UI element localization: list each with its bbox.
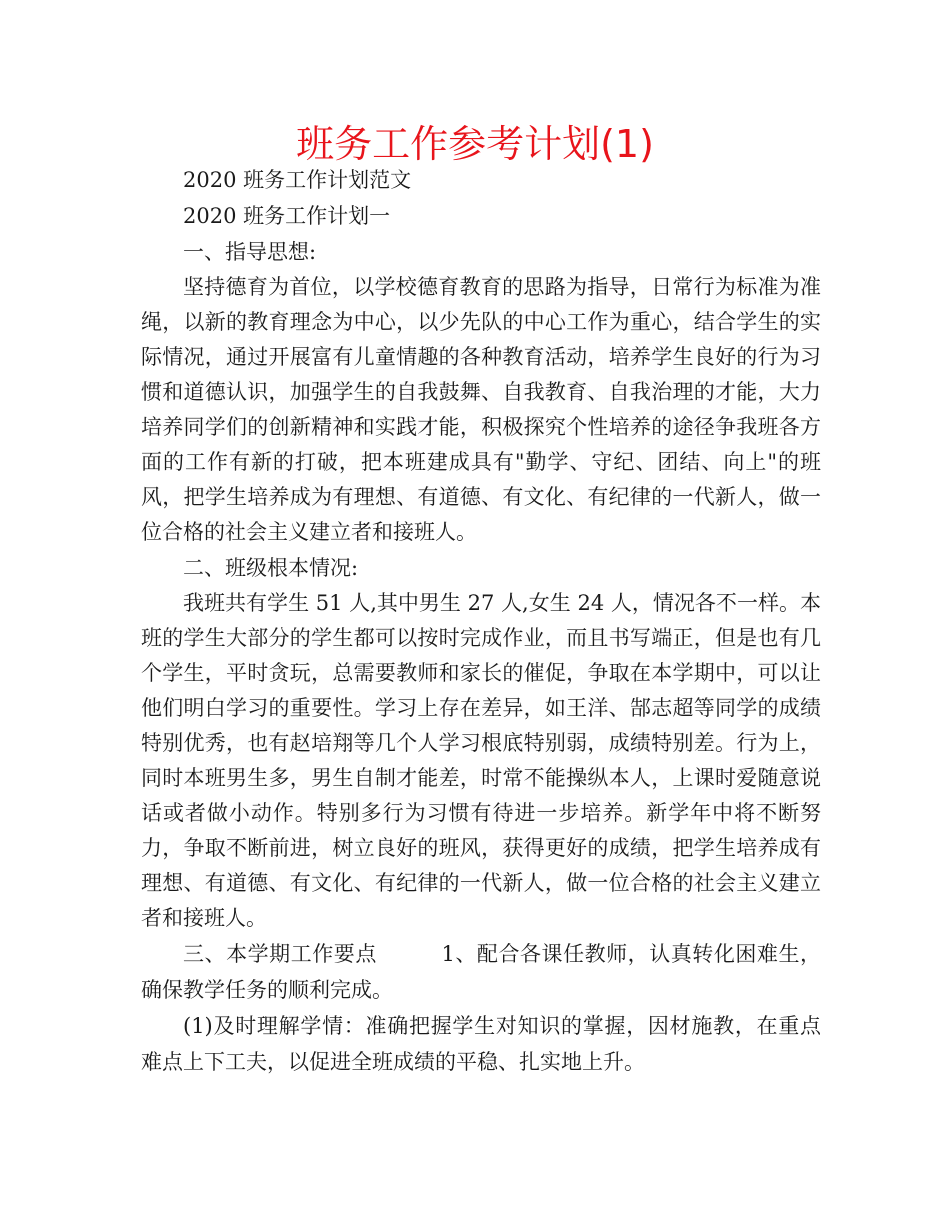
paragraph-class-situation: 我班共有学生 51 人,其中男生 27 人,女生 24 人，情况各不一样。本班的学生大部分的学生都可以按时完成作业，而且书写端正，但是也有几个学生，平时贪玩，总需要教师和家长的催促，争取在本学期中，可以让他们明白学习的重要性。学习上存在差异，如王洋、郜志超等同学的成绩特别优秀，也有赵培翔等几个人学习根底特别弱，成绩特别差。行为上，同时本班男生多，男生自制才能差，时常不能操纵本人，上课时爱随意说话或者做小动作。特别多行为习惯有待进一步培养。新学年中将不断努力，争取不断前进，树立良好的班风，获得更好的成绩，把学生培养成有理想、有道德、有文化、有纪律的一代新人，做一位合格的社会主义建立者和接班人。 <box>141 591 821 930</box>
paragraph-work-points: 三、本学期工作要点 1、配合各课任教师，认真转化困难生，确保教学任务的顺利完成。 <box>141 942 821 1002</box>
paragraph-subtitle-plan-one: 2020 班务工作计划一 <box>183 204 391 228</box>
document-body <box>141 162 821 1080</box>
paragraph-guiding-thought: 坚持德育为首位，以学校德育教育的思路为指导，日常行为标准为准绳，以新的教育理念为中心，以少先队的中心工作为重心，结合学生的实际情况，通过开展富有儿童情趣的各种教育活动，培养学生良好的行为习惯和道德认识，加强学生的自我鼓舞、自我教育、自我治理的才能，大力培养同学们的创新精神和实践才能，积极探究个性培养的途径争我班各方面的工作有新的打破，把本班建成具有"勤学、守纪、团结、向上"的班风，把学生培养成为有理想、有道德、有文化、有纪律的一代新人，做一位合格的社会主义建立者和接班人。 <box>141 275 821 544</box>
document-title: 班务工作参考计划(1) <box>296 122 654 166</box>
section-heading-guiding-thought: 一、指导思想: <box>183 240 317 264</box>
section-heading-class-situation: 二、班级根本情况: <box>183 556 359 580</box>
paragraph-learning-situation: (1)及时理解学情：准确把握学生对知识的掌握，因材施教，在重点难点上下工夫，以促进全班成绩的平稳、扎实地上升。 <box>141 1014 821 1074</box>
paragraph-subtitle-fanwen: 2020 班务工作计划范文 <box>183 168 412 192</box>
